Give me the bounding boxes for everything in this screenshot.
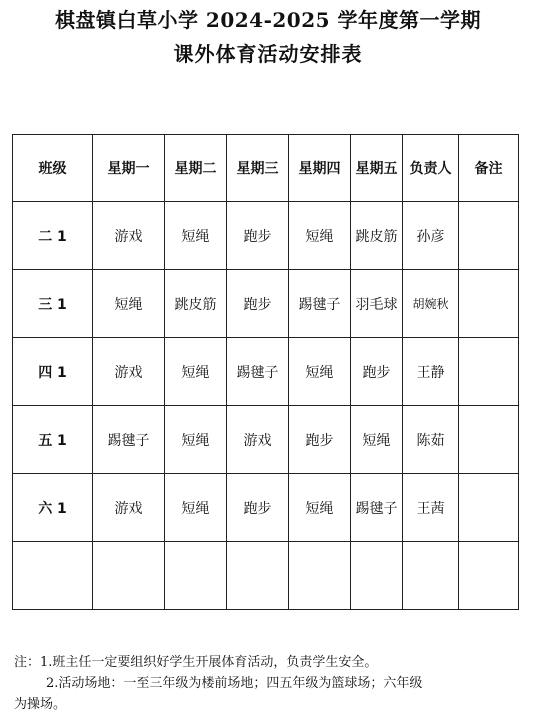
header-class: 班级	[13, 135, 93, 202]
activity-cell: 游戏	[93, 202, 165, 270]
activity-cell: 羽毛球	[351, 270, 403, 338]
activity-cell: 踢毽子	[289, 270, 351, 338]
remarks-cell	[459, 406, 519, 474]
class-cell: 三 1	[13, 270, 93, 338]
activity-cell: 跑步	[289, 406, 351, 474]
header-friday: 星期五	[351, 135, 403, 202]
note-line-2: 2.活动场地：一至三年级为楼前场地；四五年级为篮球场；六年级	[46, 676, 423, 691]
activity-cell: 短绳	[289, 338, 351, 406]
note-line-1: 注：1.班主任一定要组织好学生开展体育活动，负责学生安全。	[14, 655, 378, 670]
document-title: 棋盘镇白草小学 2024-2025 学年度第一学期	[54, 8, 482, 32]
person-cell: 胡婉秋	[403, 270, 459, 338]
header-monday: 星期一	[93, 135, 165, 202]
document-subtitle: 课外体育活动安排表	[173, 42, 363, 66]
class-cell: 六 1	[13, 474, 93, 542]
activity-cell: 踢毽子	[227, 338, 289, 406]
remarks-cell	[459, 270, 519, 338]
activity-cell: 跑步	[227, 270, 289, 338]
empty-cell	[165, 542, 227, 610]
table-row-empty	[13, 542, 519, 610]
activity-cell: 踢毽子	[351, 474, 403, 542]
activity-cell: 游戏	[227, 406, 289, 474]
table-row	[13, 270, 519, 338]
class-cell: 四 1	[13, 338, 93, 406]
header-person-in-charge: 负责人	[403, 135, 459, 202]
note-line-3: 为操场。	[14, 697, 67, 712]
header-remarks: 备注	[459, 135, 519, 202]
class-cell: 二 1	[13, 202, 93, 270]
activity-cell: 跑步	[227, 202, 289, 270]
activity-cell: 短绳	[165, 474, 227, 542]
empty-cell	[403, 542, 459, 610]
table-header-row	[13, 135, 519, 202]
notes-section	[14, 652, 524, 715]
remarks-cell	[459, 202, 519, 270]
remarks-cell	[459, 338, 519, 406]
empty-cell	[93, 542, 165, 610]
header-tuesday: 星期二	[165, 135, 227, 202]
empty-cell	[13, 542, 93, 610]
header-thursday: 星期四	[289, 135, 351, 202]
class-cell: 五 1	[13, 406, 93, 474]
empty-cell	[459, 542, 519, 610]
person-cell: 孙彦	[403, 202, 459, 270]
activity-cell: 短绳	[165, 406, 227, 474]
activity-cell: 跑步	[227, 474, 289, 542]
activity-cell: 短绳	[351, 406, 403, 474]
table-row	[13, 474, 519, 542]
activity-schedule-table	[12, 134, 519, 610]
remarks-cell	[459, 474, 519, 542]
table-row	[13, 202, 519, 270]
activity-cell: 短绳	[289, 474, 351, 542]
table-row	[13, 338, 519, 406]
activity-cell: 短绳	[289, 202, 351, 270]
person-cell: 王茜	[403, 474, 459, 542]
activity-cell: 短绳	[93, 270, 165, 338]
person-cell: 陈茹	[403, 406, 459, 474]
activity-cell: 踢毽子	[93, 406, 165, 474]
header-wednesday: 星期三	[227, 135, 289, 202]
activity-cell: 游戏	[93, 474, 165, 542]
empty-cell	[289, 542, 351, 610]
activity-cell: 跑步	[351, 338, 403, 406]
activity-cell: 短绳	[165, 338, 227, 406]
activity-cell: 短绳	[165, 202, 227, 270]
activity-cell: 游戏	[93, 338, 165, 406]
person-cell: 王静	[403, 338, 459, 406]
empty-cell	[227, 542, 289, 610]
empty-cell	[351, 542, 403, 610]
activity-cell: 跳皮筋	[351, 202, 403, 270]
table-row	[13, 406, 519, 474]
activity-cell: 跳皮筋	[165, 270, 227, 338]
